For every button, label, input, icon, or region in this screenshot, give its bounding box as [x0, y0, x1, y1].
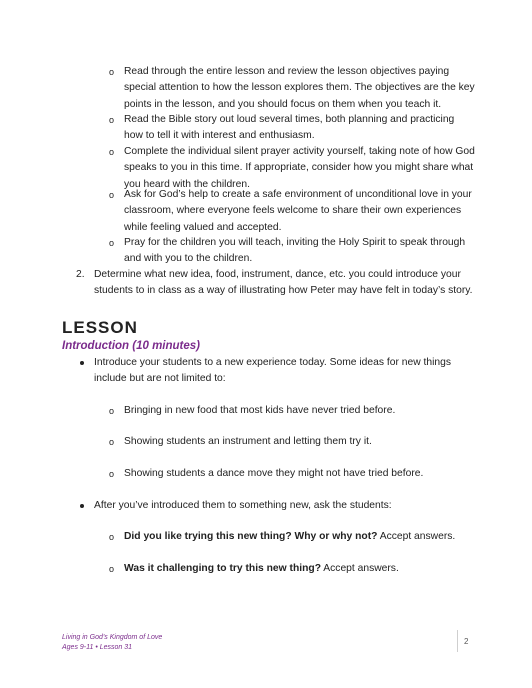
- footer-divider: [457, 630, 458, 652]
- intro-idea-3: Showing students a dance move they might not have tried before.: [124, 468, 424, 479]
- prep-subitem-3: Complete the individual silent prayer activity yourself, taking note of how God speaks to you in this time. If appropriate, consider how you might share what you heard with the children.: [124, 146, 475, 190]
- intro-heading: Introduction (10 minutes): [62, 340, 200, 352]
- page-number: 2: [464, 637, 469, 646]
- sub-bullet-marker: o: [109, 190, 115, 200]
- question-2: [124, 561, 476, 577]
- question-2-rest: Accept answers.: [320, 563, 399, 574]
- question-1: [124, 529, 476, 545]
- sub-bullet-marker: o: [109, 67, 115, 77]
- sub-bullet-marker: o: [109, 469, 115, 479]
- bullet-dot-icon: [80, 361, 84, 365]
- lesson-heading: LESSON: [62, 318, 138, 337]
- question-2-bold: Was it challenging to try this new thing?: [124, 563, 321, 574]
- sub-bullet-marker: o: [109, 532, 115, 542]
- sub-bullet-marker: o: [109, 564, 115, 574]
- footer-title: Living in God’s Kingdom of Love: [62, 634, 163, 641]
- question-1-bold: Did you like trying this new thing? Why or why not?: [124, 531, 378, 542]
- sub-bullet-marker: o: [109, 406, 115, 416]
- bullet-dot-icon: [80, 504, 84, 508]
- prep-subitem-4: Ask for God’s help to create a safe environment of unconditional love in your classroom, where everyone feels welcome to share their own experiences while feeling valued and accepted.: [124, 189, 472, 233]
- intro-bullet-2: After you’ve introduced them to something new, ask the students:: [94, 500, 392, 511]
- sub-bullet-marker: o: [109, 437, 115, 447]
- sub-bullet-marker: o: [109, 147, 115, 157]
- intro-idea-2: Showing students an instrument and letting them try it.: [124, 436, 372, 447]
- sub-bullet-marker: o: [109, 238, 115, 248]
- sub-bullet-marker: o: [109, 115, 115, 125]
- intro-idea-1: Bringing in new food that most kids have never tried before.: [124, 405, 396, 416]
- prep-subitem-5: Pray for the children you will teach, inviting the Holy Spirit to speak through and with you to the children.: [124, 237, 466, 265]
- footer-subtitle: Ages 9-11 • Lesson 31: [62, 644, 133, 651]
- question-1-rest: Accept answers.: [377, 531, 456, 542]
- prep-subitem-2: Read the Bible story out loud several times, both planning and practicing how to tell it with interest and enthusiasm.: [124, 114, 455, 142]
- prep-item-number: 2.: [76, 269, 85, 280]
- prep-subitem-1: Read through the entire lesson and review the lesson objectives paying special attention to how the lesson explores them. The objectives are the key points in the lesson, and you should focus on them when you teach it.: [124, 66, 475, 110]
- prep-item-2: Determine what new idea, food, instrument, dance, etc. you could introduce your students to in class as a way of illustrating how Peter may have felt in today’s story.: [94, 269, 473, 297]
- intro-bullet-1: Introduce your students to a new experience today. Some ideas for new things include but are not limited to:: [94, 357, 451, 385]
